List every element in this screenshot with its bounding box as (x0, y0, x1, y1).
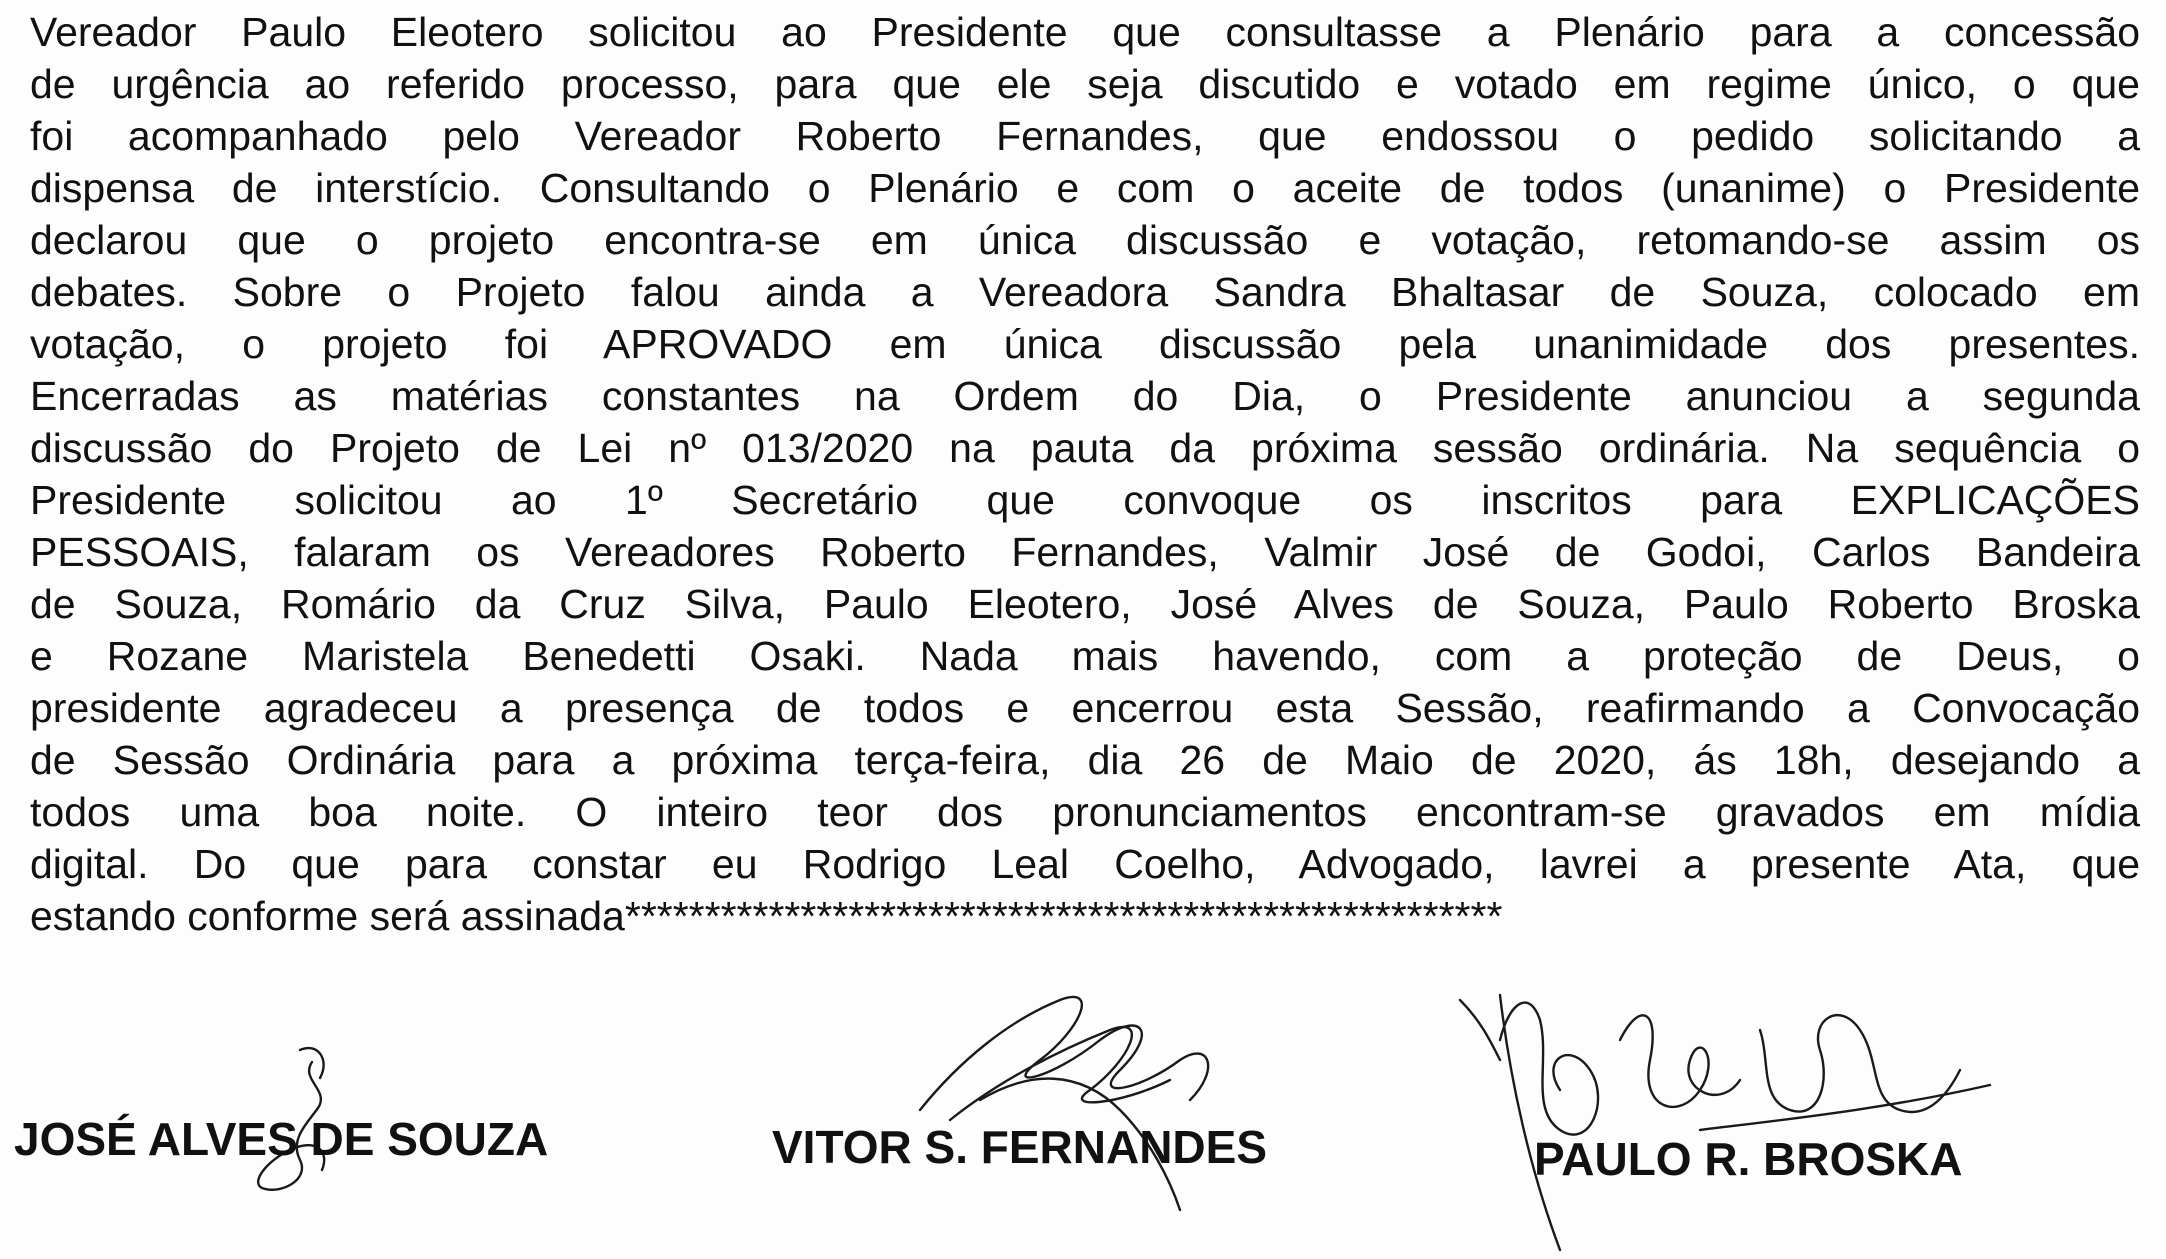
paragraph-line: votação, o projeto foi APROVADO em única discussão pela unanimidade dos presentes. (30, 321, 2140, 367)
paragraph-line: de Souza, Romário da Cruz Silva, Paulo Eleotero, José Alves de Souza, Paulo Roberto Broska (30, 581, 2140, 627)
signatory-name-2: VITOR S. FERNANDES (772, 1121, 1267, 1173)
signature-3-stroke (1500, 1003, 1598, 1135)
signature-2-stroke (920, 997, 1208, 1110)
paragraph-line: debates. Sobre o Projeto falou ainda a Vereadora Sandra Bhaltasar de Souza, colocado em (30, 269, 2140, 315)
paragraph-line: discussão do Projeto de Lei nº 013/2020 na pauta da próxima sessão ordinária. Na sequência o (30, 425, 2140, 471)
paragraph-line: e Rozane Maristela Benedetti Osaki. Nada mais havendo, com a proteção de Deus, o (30, 633, 2140, 679)
paragraph-line: dispensa de interstício. Consultando o Plenário e com o aceite de todos (unanime) o Presidente (30, 165, 2140, 211)
paragraph-line: digital. Do que para constar eu Rodrigo Leal Coelho, Advogado, lavrei a presente Ata, que (30, 841, 2140, 887)
signature-3-stroke (1700, 1085, 1990, 1130)
signature-3-stroke (1620, 1015, 1740, 1107)
signatory-name-1: JOSÉ ALVES DE SOUZA (14, 1113, 549, 1165)
paragraph-line: de Sessão Ordinária para a próxima terça-feira, dia 26 de Maio de 2020, ás 18h, desejando a (30, 737, 2140, 783)
minutes-paragraph (30, 6, 2140, 942)
signature-3-stroke (1760, 1015, 1960, 1112)
paragraph-line: Presidente solicitou ao 1º Secretário que convoque os inscritos para EXPLICAÇÕES (30, 477, 2140, 523)
paragraph-line: estando conforme será assinada******************************************************* (30, 893, 1503, 939)
paragraph-line: PESSOAIS, falaram os Vereadores Roberto Fernandes, Valmir José de Godoi, Carlos Bandeira (30, 529, 2140, 575)
signature-1-stroke (300, 1048, 324, 1078)
paragraph-line: Vereador Paulo Eleotero solicitou ao Presidente que consultasse a Plenário para a concessão (30, 9, 2140, 55)
paragraph-line: declarou que o projeto encontra-se em única discussão e votação, retomando-se assim os (30, 217, 2140, 263)
paragraph-line: foi acompanhado pelo Vereador Roberto Fernandes, que endossou o pedido solicitando a (30, 113, 2140, 159)
signature-3-stroke (1460, 1000, 1500, 1060)
paragraph-line: todos uma boa noite. O inteiro teor dos pronunciamentos encontram-se gravados em mídia (30, 789, 2140, 835)
paragraph-line: de urgência ao referido processo, para que ele seja discutido e votado em regime único, o que (30, 61, 2140, 107)
paragraph-line: Encerradas as matérias constantes na Ordem do Dia, o Presidente anunciou a segunda (30, 373, 2140, 419)
paragraph-line: presidente agradeceu a presença de todos e encerrou esta Sessão, reafirmando a Convocação (30, 685, 2140, 731)
signature-3-stroke (1500, 995, 1560, 1250)
signatory-name-3: PAULO R. BROSKA (1534, 1133, 1963, 1185)
signature-2-stroke (950, 1027, 1170, 1120)
